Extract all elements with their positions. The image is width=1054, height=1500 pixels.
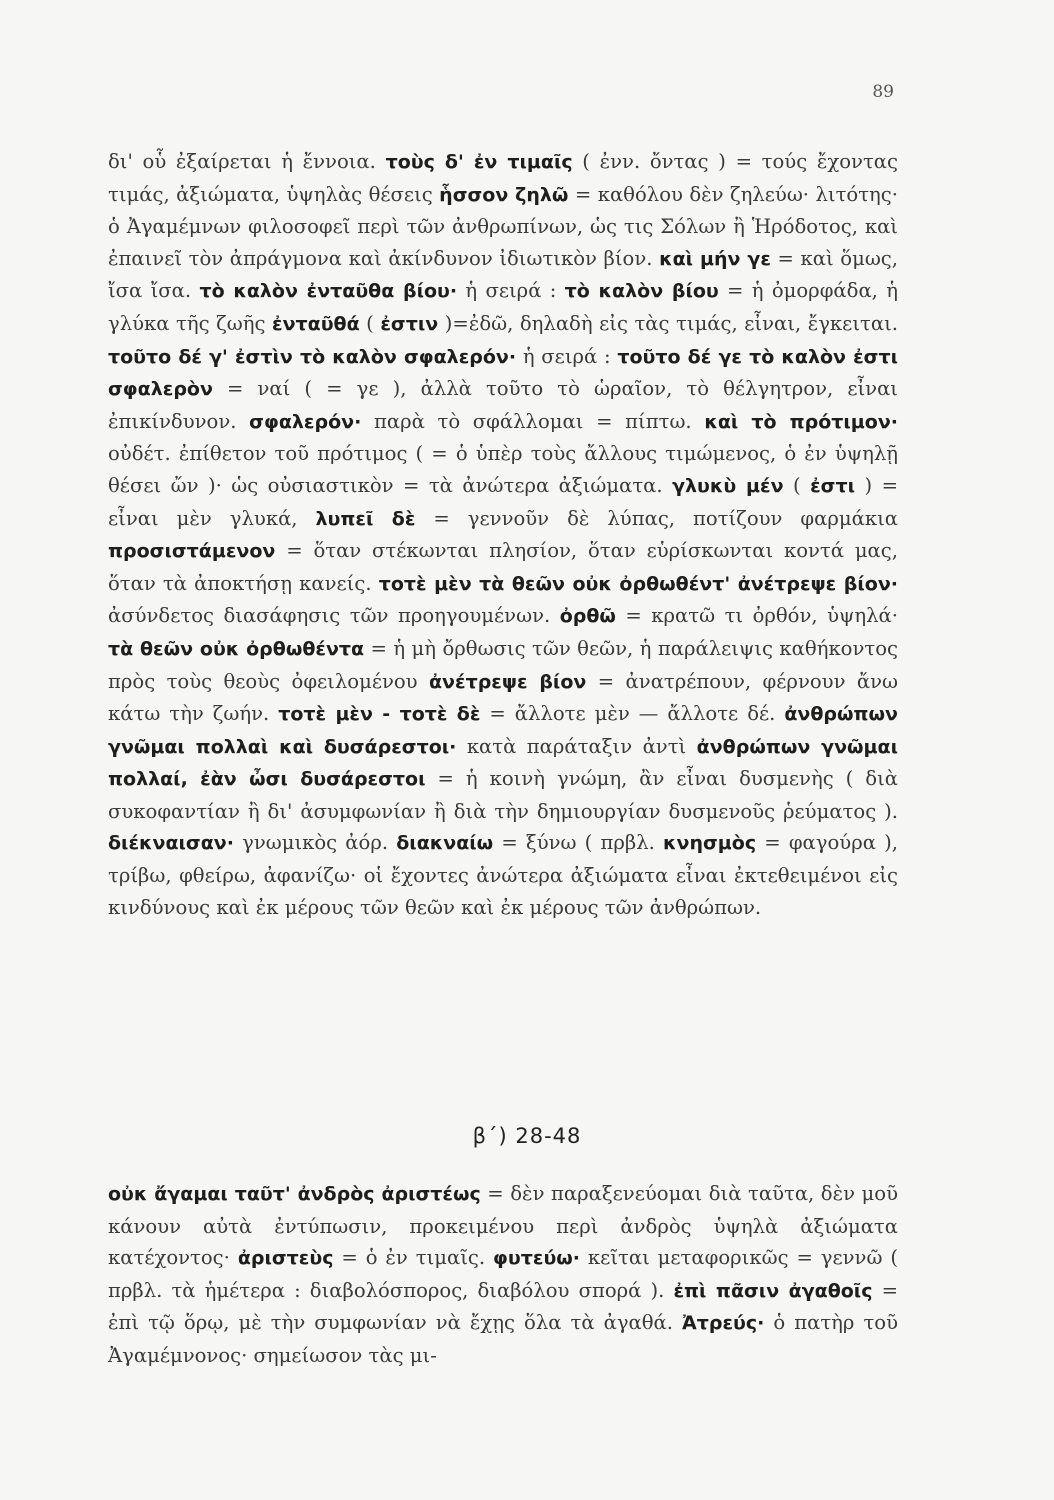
gloss-text: = ξύνω ( πρβλ. — [493, 831, 664, 855]
lemma-term: Ἀτρεύς· — [682, 1312, 765, 1335]
gloss-text: )=ἐδῶ, δηλαδὴ εἰς τὰς τιμάς, εἶναι, ἔγκειται. — [438, 311, 898, 335]
lemma-term: τὸ καλὸν ἐνταῦθα βίου· — [199, 280, 458, 303]
lemma-term: διακναίω — [396, 832, 494, 855]
commentary-paragraph-2 — [108, 1178, 898, 1372]
lemma-term: φυτεύω· — [493, 1247, 581, 1270]
lemma-term: ἀνέτρεψε βίον — [429, 670, 587, 693]
gloss-text: παρὰ τὸ σφάλλομαι = πίπτω. — [361, 409, 705, 433]
gloss-text: ) = εἶναι μὲν γλυκά, — [108, 473, 898, 530]
gloss-text: = δὲν παραξενεύομαι διὰ ταῦτα, δὲν μοῦ κάνουν αὐτὰ ἐντύπωσιν, προκειμένου περὶ ἀνδρὸς ὑψηλὰ ἀξιώματα κατέχοντος· — [108, 1182, 898, 1270]
lemma-term: τοῦτο δέ γε τὸ καλὸν ἐστι σφαλερὸν — [108, 345, 898, 401]
lemma-term: ἀνθρώπων γνῶμαι πολλαί, ἐὰν ὦσι δυσάρεστοι — [108, 735, 898, 791]
lemma-term: ὀρθῶ — [559, 605, 616, 628]
lemma-term: προσιστάμενον — [108, 540, 276, 563]
gloss-text: = γεννοῦν δὲ λύπας, ποτίζουν φαρμάκια — [415, 506, 899, 530]
lemma-term: ἀνθρώπων γνῶμαι πολλαὶ καὶ δυσάρεστοι· — [108, 703, 898, 758]
gloss-text: = ἐπὶ τῷ ὅρῳ, μὲ τὴν συμφωνίαν νὰ ἔχῃς ὅλα τὰ ἀγαθά. — [108, 1278, 898, 1335]
lemma-term: τὰ θεῶν οὐκ ὀρθωθέντα — [108, 637, 365, 660]
lemma-term: τοὺς δ' ἐν τιμαῖς — [385, 151, 573, 173]
gloss-text: = ὅταν στέκωνται πλησίον, ὅταν εὑρίσκωνται κοντά μας, ὅταν τὰ ἀποκτήσῃ κανείς. — [108, 539, 898, 595]
gloss-text: = ἀνατρέπουν, φέρνουν ἄνω κάτω τὴν ζωήν. — [108, 669, 898, 726]
lemma-term: τοτὲ μὲν τὰ θεῶν οὐκ ὀρθωθέντ' ἀνέτρεψε βίον· — [378, 572, 898, 595]
gloss-text: ἀσύνδετος διασάφησις τῶν προηγουμένων. — [108, 604, 560, 628]
gloss-text: = κρατῶ τι ὀρθόν, ὑψηλά· — [615, 604, 898, 628]
lemma-term: γλυκὺ μέν — [672, 474, 784, 497]
gloss-text: ( ἐνν. ὄντας ) = τούς ἔχοντας τιμάς, ἀξιώματα, ὑψηλὰς θέσεις — [108, 150, 899, 206]
gloss-text: κατὰ παράταξιν ἀντὶ — [456, 734, 697, 758]
gloss-text: = ἡ κοινὴ γνώμη, ἂν εἶναι δυσμενὴς ( διὰ συκοφαντίαν ἢ δι' ἀσυμφωνίαν ἢ διὰ τὴν δημιουργίαν δυσμενοῦς ῥεύματος ). — [108, 767, 898, 823]
lemma-term: τοτὲ μὲν - τοτὲ δὲ — [278, 703, 481, 726]
lemma-term: ἐστι — [810, 474, 856, 497]
lemma-term: οὐκ ἄγαμαι ταῦτ' ἀνδρὸς ἀριστέως — [108, 1183, 481, 1205]
lemma-term: κνησμὸς — [663, 832, 757, 855]
gloss-text: = καθόλου δὲν ζηλεύω· λιτότης· ὁ Ἀγαμέμνων φιλοσοφεῖ περὶ τῶν ἀνθρωπίνων, ὡς τις Σόλων ἢ Ἡρόδοτος, καὶ ἐπαινεῖ τὸν ἀπράγμονα καὶ ἀκίνδυνον ἰδιωτικὸν βίον. — [108, 182, 898, 270]
lemma-term: διέκναισαν· — [108, 832, 234, 855]
lemma-term: ἧσσον ζηλῶ — [439, 183, 569, 206]
gloss-text: γνωμικὸς ἀόρ. — [233, 831, 397, 855]
commentary-paragraph-1 — [108, 146, 898, 923]
gloss-text: κεῖται μεταφορικῶς = γεννῶ ( πρβλ. τὰ ἡμέτερα : διαβολόσπορος, διαβόλου σπορά ). — [108, 1246, 898, 1302]
gloss-text: δι' οὗ ἐξαίρεται ἡ ἔννοια. — [108, 150, 386, 173]
lemma-term: τὸ καλὸν βίου — [564, 280, 719, 303]
lemma-term: καὶ μήν γε — [659, 247, 771, 270]
lemma-term: ἐνταῦθά — [272, 312, 360, 335]
lemma-term: ἐστιν — [380, 312, 439, 335]
lemma-term: τοῦτο δέ γ' ἐστὶν τὸ καλὸν σφαλερόν· — [108, 345, 517, 368]
page-number: 89 — [872, 82, 894, 102]
lemma-term: ἀριστεὺς — [237, 1247, 334, 1270]
lemma-term: καὶ τὸ πρότιμον· — [704, 410, 899, 433]
gloss-text: οὐδέτ. ἐπίθετον τοῦ πρότιμος ( = ὁ ὑπὲρ τοὺς ἄλλους τιμώμενος, ὁ ἐν ὑψηλῇ θέσει ὤν )· ὡς οὐσιαστικὸν = τὰ ἀνώτερα ἀξιώματα. — [108, 442, 898, 497]
gloss-text: = ἡ ὀμορφάδα, ἡ γλύκα τῆς ζωῆς — [108, 279, 898, 335]
lemma-term: σφαλερόν· — [249, 410, 362, 433]
gloss-text: = ἄλλοτε μὲν — ἄλλοτε δέ. — [480, 702, 785, 726]
gloss-text: = φαγούρα ), τρίβω, φθείρω, ἀφανίζω· οἱ ἔχοντες ἀνώτερα ἀξιώματα εἶναι ἐκτεθειμένοι εἰς κινδύνους καὶ ἐκ μέρους τῶν θεῶν καὶ ἐκ μέρους τῶν ἀνθρώπων. — [108, 831, 898, 919]
gloss-text: = ἡ μὴ ὄρθωσις τῶν θεῶν, ἡ παράλειψις καθήκοντος πρὸς τοὺς θεοὺς ὀφειλομένου — [108, 636, 899, 693]
lemma-term: ἐπὶ πᾶσιν ἀγαθοῖς — [673, 1279, 873, 1302]
gloss-text: = καὶ ὅμως, ἴσα ἴσα. — [108, 246, 898, 303]
gloss-text: ἡ σειρά : — [457, 279, 565, 303]
section-heading: β΄) 28-48 — [472, 1124, 582, 1148]
lemma-term: λυπεῖ δὲ — [315, 507, 416, 530]
gloss-text: ( — [783, 473, 811, 497]
gloss-text: ( — [359, 311, 381, 335]
gloss-text: = ναί ( = γε ), ἀλλὰ τοῦτο τὸ ὡραῖον, τὸ θέλγητρον, εἶναι ἐπικίνδυνον. — [108, 377, 898, 433]
gloss-text: ὁ πατὴρ τοῦ Ἀγαμέμνονος· σημείωσον τὰς μι- — [108, 1311, 898, 1367]
gloss-text: = ὁ ἐν τιμαῖς. — [333, 1246, 494, 1270]
gloss-text: ἡ σειρά : — [516, 344, 618, 368]
